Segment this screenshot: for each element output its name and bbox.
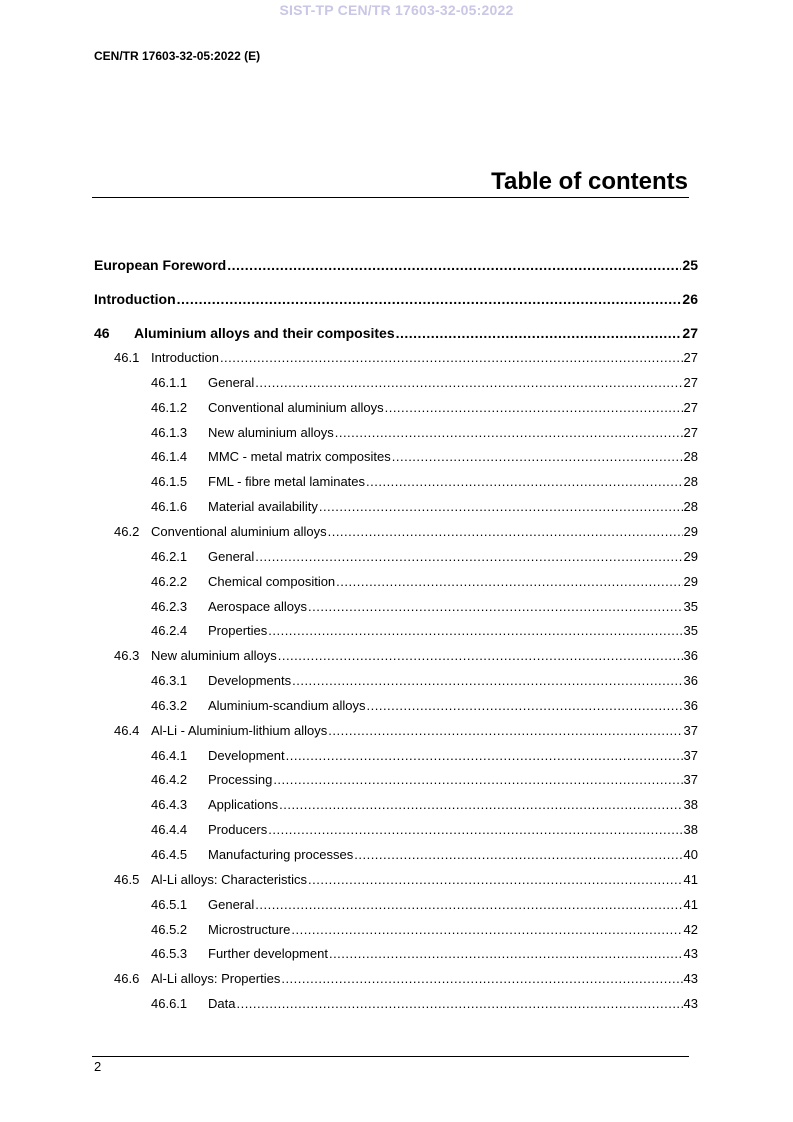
toc-entry[interactable] bbox=[151, 772, 698, 787]
toc-entry[interactable] bbox=[151, 748, 698, 763]
toc-entry[interactable] bbox=[94, 257, 698, 273]
toc-entry[interactable] bbox=[151, 599, 698, 614]
toc-dot-leader bbox=[354, 847, 682, 862]
toc-entry-number: 46.1.2 bbox=[151, 399, 188, 415]
toc-entry[interactable] bbox=[151, 574, 698, 589]
toc-entry-label: MMC - metal matrix composites bbox=[208, 449, 391, 465]
toc-entry-label: Producers bbox=[208, 822, 268, 838]
toc-entry[interactable] bbox=[94, 325, 698, 341]
toc-entry-number: 46.4 bbox=[114, 722, 140, 738]
toc-entry-page: 28 bbox=[683, 449, 698, 465]
toc-dot-leader bbox=[268, 623, 682, 638]
toc-dot-leader bbox=[291, 922, 682, 937]
toc-entry-label: Further development bbox=[208, 946, 328, 962]
toc-dot-leader bbox=[227, 257, 681, 273]
toc-entry-label: European Foreword bbox=[94, 257, 227, 273]
toc-entry-label: Al-Li alloys: Characteristics bbox=[151, 871, 308, 887]
toc-dot-leader bbox=[335, 425, 683, 440]
toc-entry[interactable] bbox=[151, 797, 698, 812]
toc-entry-label: General bbox=[208, 548, 255, 564]
toc-entry-number: 46.4.2 bbox=[151, 772, 188, 788]
toc-dot-leader bbox=[273, 772, 682, 787]
toc-entry[interactable] bbox=[151, 549, 698, 564]
toc-dot-leader bbox=[336, 574, 682, 589]
toc-entry-label: Aerospace alloys bbox=[208, 598, 307, 614]
toc-dot-leader bbox=[177, 291, 682, 307]
toc-entry-number: 46.4.1 bbox=[151, 747, 188, 763]
toc-entry-number: 46.3.2 bbox=[151, 697, 188, 713]
toc-entry[interactable] bbox=[114, 872, 698, 887]
toc-entry[interactable] bbox=[151, 897, 698, 912]
toc-dot-leader bbox=[278, 648, 683, 663]
toc-entry[interactable] bbox=[151, 698, 698, 713]
toc-entry-number: 46.5 bbox=[114, 871, 140, 887]
toc-entry-number: 46.1.5 bbox=[151, 474, 188, 490]
toc-entry-page: 37 bbox=[683, 747, 698, 763]
toc-entry-page: 42 bbox=[683, 921, 698, 937]
toc-entry[interactable] bbox=[151, 499, 698, 514]
toc-dot-leader bbox=[329, 946, 683, 961]
toc-entry-label: Conventional aluminium alloys bbox=[151, 523, 327, 539]
page-title: Table of contents bbox=[491, 168, 688, 195]
toc-dot-leader bbox=[236, 996, 682, 1011]
toc-entry[interactable] bbox=[114, 648, 698, 663]
toc-entry-label: Applications bbox=[208, 797, 279, 813]
toc-entry-number: 46.2.4 bbox=[151, 623, 188, 639]
toc-entry-label: Developments bbox=[208, 673, 292, 689]
toc-entry-page: 40 bbox=[683, 847, 698, 862]
toc-entry[interactable] bbox=[151, 922, 698, 937]
toc-entry[interactable] bbox=[114, 524, 698, 539]
toc-entry-number: 46.2.1 bbox=[151, 548, 188, 564]
toc-entry[interactable] bbox=[114, 723, 698, 738]
page-number: 2 bbox=[94, 1059, 102, 1074]
toc-entry-label: Development bbox=[208, 747, 285, 763]
toc-entry-label: Chemical composition bbox=[208, 573, 336, 589]
toc-entry-number: 46.1.1 bbox=[151, 374, 188, 390]
toc-entry-page: 43 bbox=[683, 971, 698, 987]
toc-dot-leader bbox=[268, 822, 682, 837]
toc-entry-page: 29 bbox=[683, 573, 698, 589]
toc-dot-leader bbox=[385, 400, 683, 415]
toc-entry-label: Microstructure bbox=[208, 921, 291, 937]
toc-entry-number: 46.1.4 bbox=[151, 449, 188, 465]
toc-dot-leader bbox=[255, 375, 682, 390]
toc-entry[interactable] bbox=[114, 971, 698, 986]
toc-entry-number: 46.4.4 bbox=[151, 822, 188, 838]
toc-entry-number: 46.2.3 bbox=[151, 598, 188, 614]
toc-entry-page: 28 bbox=[683, 474, 698, 490]
toc-entry-page: 38 bbox=[683, 822, 698, 838]
toc-entry-label: Introduction bbox=[94, 291, 176, 307]
toc-dot-leader bbox=[255, 549, 682, 564]
toc-entry[interactable] bbox=[151, 822, 698, 837]
toc-dot-leader bbox=[328, 524, 683, 539]
toc-dot-leader bbox=[328, 723, 682, 738]
toc-dot-leader bbox=[392, 449, 683, 464]
toc-dot-leader bbox=[319, 499, 683, 514]
toc-entry[interactable] bbox=[151, 847, 698, 862]
toc-entry-page: 27 bbox=[683, 374, 698, 390]
toc-entry[interactable] bbox=[151, 474, 698, 489]
toc-entry-number: 46.2.2 bbox=[151, 573, 188, 589]
toc-entry-page: 29 bbox=[683, 523, 698, 539]
toc-entry-number: 46.5.1 bbox=[151, 896, 188, 912]
toc-entry-label: Material availability bbox=[208, 499, 318, 515]
toc-entry-page: 27 bbox=[682, 325, 698, 341]
toc-entry-number: 46.3 bbox=[114, 648, 140, 664]
toc-dot-leader bbox=[367, 698, 683, 713]
toc-entry-page: 36 bbox=[683, 673, 698, 689]
toc-entry-label: FML - fibre metal laminates bbox=[208, 474, 366, 490]
toc-dot-leader bbox=[220, 350, 683, 365]
toc-entry-page: 27 bbox=[683, 399, 698, 415]
toc-entry-page: 36 bbox=[683, 648, 698, 664]
document-id: CEN/TR 17603-32-05:2022 (E) bbox=[94, 49, 261, 63]
toc-entry-number: 46.6.1 bbox=[151, 996, 188, 1012]
toc-entry-label: Aluminium-scandium alloys bbox=[208, 697, 366, 713]
toc-entry-label: Al-Li alloys: Properties bbox=[151, 971, 281, 987]
toc-entry-label: General bbox=[208, 374, 255, 390]
toc-entry[interactable] bbox=[94, 291, 698, 307]
title-divider bbox=[92, 197, 689, 198]
footer-divider bbox=[92, 1056, 689, 1057]
toc-dot-leader bbox=[255, 897, 682, 912]
toc-entry[interactable] bbox=[114, 350, 698, 365]
toc-entry[interactable] bbox=[151, 673, 698, 688]
toc-entry-page: 37 bbox=[683, 772, 698, 788]
toc-entry-label: Introduction bbox=[151, 350, 219, 365]
toc-entry-page: 43 bbox=[683, 996, 698, 1012]
toc-entry-label: Data bbox=[208, 996, 236, 1012]
toc-entry-page: 35 bbox=[683, 598, 698, 614]
toc-entry-page: 29 bbox=[683, 548, 698, 564]
toc-entry-label: Conventional aluminium alloys bbox=[208, 399, 384, 415]
toc-entry[interactable] bbox=[151, 623, 698, 638]
toc-entry-label: Aluminium alloys and their composites bbox=[134, 325, 395, 341]
toc-dot-leader bbox=[292, 673, 682, 688]
toc-entry-page: 41 bbox=[683, 896, 698, 912]
toc-entry-label: New aluminium alloys bbox=[208, 424, 334, 440]
toc-entry-page: 27 bbox=[683, 350, 698, 365]
toc-entry-page: 35 bbox=[683, 623, 698, 639]
toc-entry-page: 26 bbox=[682, 291, 698, 307]
toc-entry-label: Manufacturing processes bbox=[208, 847, 354, 862]
toc-entry-number: 46.6 bbox=[114, 971, 140, 987]
watermark: SIST-TP CEN/TR 17603-32-05:2022 bbox=[279, 2, 514, 18]
toc-entry-number: 46.4.3 bbox=[151, 797, 188, 813]
toc-entry-number: 46.2 bbox=[114, 523, 140, 539]
toc-dot-leader bbox=[366, 474, 683, 489]
toc-entry-page: 25 bbox=[682, 257, 698, 273]
toc-dot-leader bbox=[396, 325, 682, 341]
toc-entry-page: 41 bbox=[683, 871, 698, 887]
toc-entry-page: 38 bbox=[683, 797, 698, 813]
toc-entry-number: 46.1 bbox=[114, 350, 140, 365]
toc-entry[interactable] bbox=[151, 400, 698, 415]
toc-entry[interactable] bbox=[151, 946, 698, 961]
toc-entry-label: Properties bbox=[208, 623, 268, 639]
toc-entry-page: 43 bbox=[683, 946, 698, 962]
toc-entry-number: 46.5.2 bbox=[151, 921, 188, 937]
toc-entry[interactable] bbox=[151, 996, 698, 1011]
toc-entry[interactable] bbox=[151, 375, 698, 390]
toc-entry-number: 46 bbox=[94, 325, 110, 341]
toc-dot-leader bbox=[308, 872, 682, 887]
toc-entry-number: 46.1.3 bbox=[151, 424, 188, 440]
toc-dot-leader bbox=[308, 599, 683, 614]
toc-entry-page: 27 bbox=[683, 424, 698, 440]
toc-entry[interactable] bbox=[151, 449, 698, 464]
toc-entry-label: General bbox=[208, 896, 255, 912]
toc-entry[interactable] bbox=[151, 425, 698, 440]
toc-dot-leader bbox=[286, 748, 683, 763]
toc-dot-leader bbox=[279, 797, 682, 812]
toc-entry-number: 46.1.6 bbox=[151, 499, 188, 515]
toc-dot-leader bbox=[281, 971, 682, 986]
toc-entry-page: 37 bbox=[683, 722, 698, 738]
toc-entry-page: 36 bbox=[683, 697, 698, 713]
toc-entry-number: 46.5.3 bbox=[151, 946, 188, 962]
toc-entry-label: Al-Li - Aluminium-lithium alloys bbox=[151, 722, 328, 738]
toc-entry-page: 28 bbox=[683, 499, 698, 515]
toc-entry-number: 46.4.5 bbox=[151, 847, 188, 862]
toc-entry-label: Processing bbox=[208, 772, 273, 788]
toc-entry-label: New aluminium alloys bbox=[151, 648, 277, 664]
toc-entry-number: 46.3.1 bbox=[151, 673, 188, 689]
